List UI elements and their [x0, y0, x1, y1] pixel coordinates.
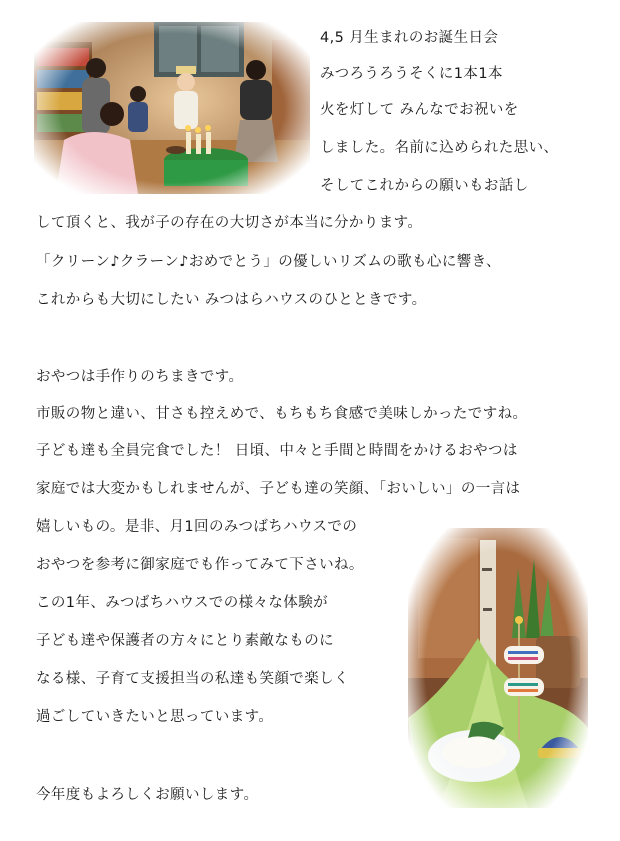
- chimaki-snack-photo: [408, 528, 588, 808]
- text-line: なる様、子育て支援担当の私達も笑顔で楽しく: [36, 671, 349, 687]
- text-line: みつろうろうそくに1本1本: [320, 66, 503, 82]
- text-line: 子ども達も全員完食でした！ 日頃、中々と手間と時間をかけるおやつは: [36, 443, 518, 459]
- text-line: 家庭では大変かもしれませんが、子ども達の笑顔、「おいしい」の一言は: [36, 481, 521, 497]
- text-line: そしてこれからの願いもお話し: [320, 178, 529, 194]
- text-line: 4,5 月生まれのお誕生日会: [320, 30, 499, 46]
- text-line: これからも大切にしたい みつはらハウスのひとときです。: [36, 292, 427, 308]
- text-line: 市販の物と違い、甘さも控えめで、もちもち食感で美味しかったですね。: [36, 406, 528, 422]
- text-line: 嬉しいもの。是非、月1回のみつばちハウスでの: [36, 519, 358, 535]
- birthday-party-photo: [34, 22, 310, 194]
- text-line: して頂くと、我が子の存在の大切さが本当に分かります。: [36, 215, 423, 231]
- text-line: 「クリーン♪クラーン♪おめでとう」の優しいリズムの歌も心に響き、: [36, 254, 501, 270]
- text-line: 過ごしていきたいと思っています。: [36, 709, 274, 725]
- text-line: おやつは手作りのちまきです。: [36, 369, 244, 385]
- text-line: この1年、みつばちハウスでの様々な体験が: [36, 595, 328, 611]
- closing-line: 今年度もよろしくお願いします。: [36, 787, 259, 803]
- text-line: しました。名前に込められた思い、: [320, 140, 559, 156]
- text-line: おやつを参考に御家庭でも作ってみて下さいね。: [36, 557, 364, 573]
- text-line: 火を灯して みんなでお祝いを: [320, 102, 519, 118]
- text-line: 子ども達や保護者の方々にとり素敵なものに: [36, 633, 334, 649]
